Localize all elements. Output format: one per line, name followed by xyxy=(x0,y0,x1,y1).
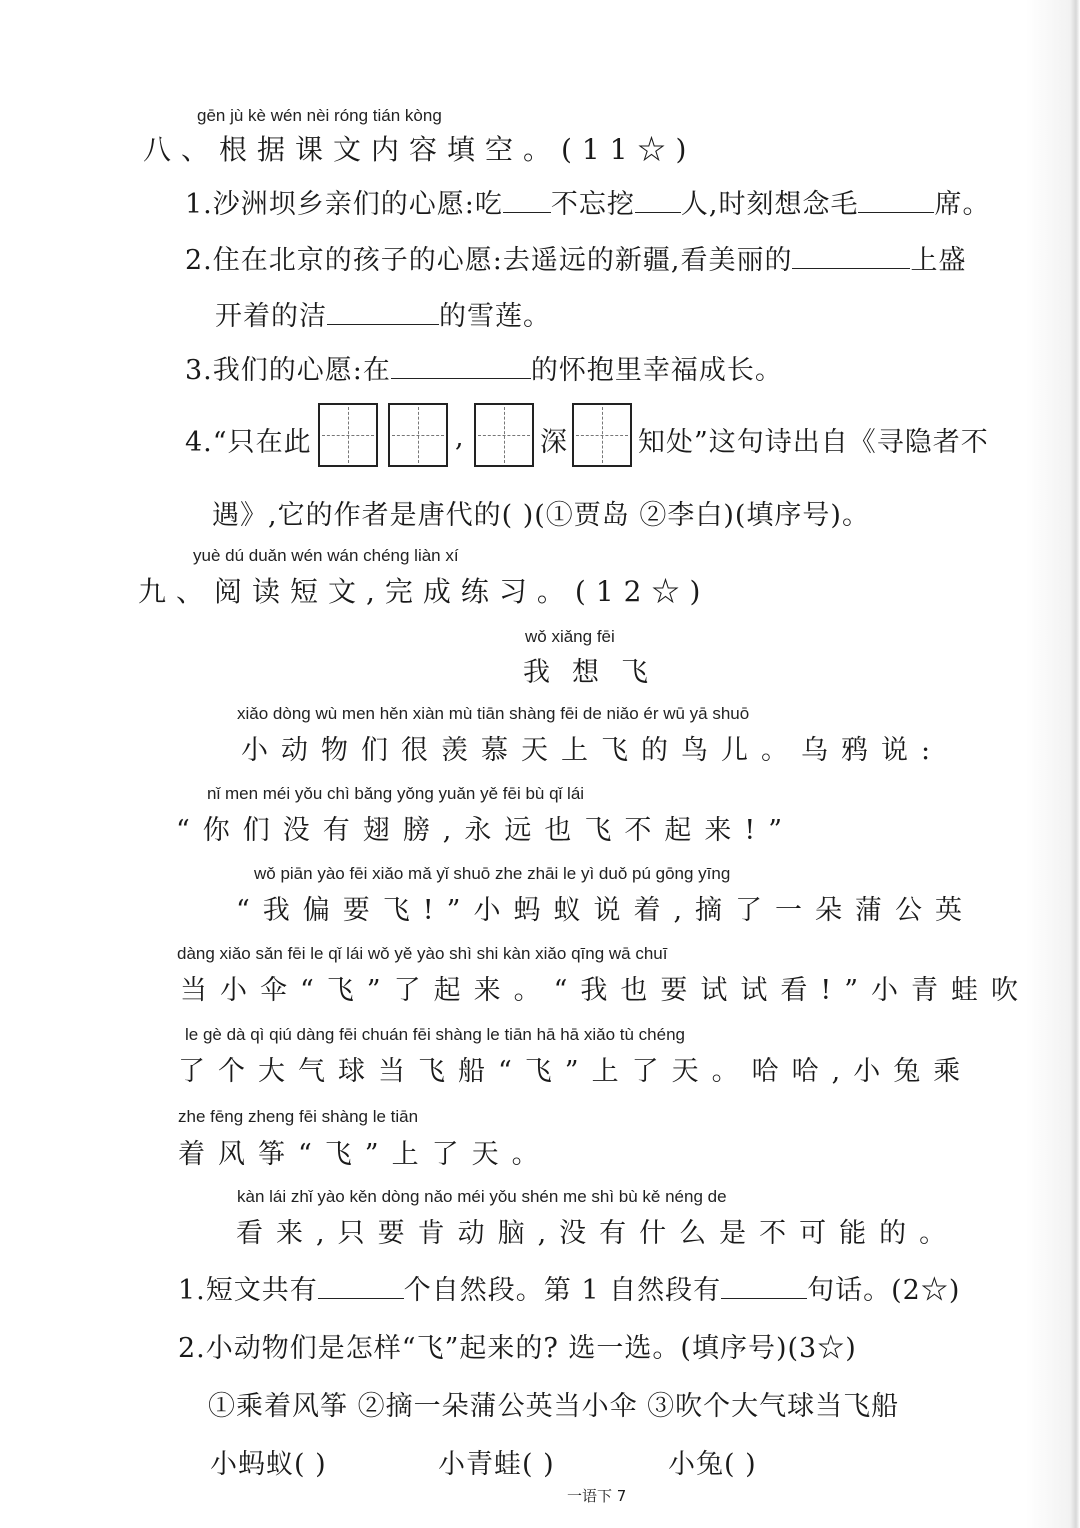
s8-question-3 xyxy=(185,348,783,387)
s8-q4-text-c: 知处”这句诗出自《寻隐者不 xyxy=(638,427,989,458)
story-title-pinyin: wǒ xiǎng fēi xyxy=(525,627,615,646)
s9-q1-text-a: 1.短文共有 xyxy=(178,1275,318,1306)
s8-question-1 xyxy=(185,182,990,221)
section8-pinyin: gēn jù kè wén nèi róng tián kòng xyxy=(197,106,442,125)
section9-title: 九、阅读短文,完成练习。(12☆) xyxy=(138,575,711,608)
s8-q4-text-d: 遇》,它的作者是唐代的( )(①贾岛 ②李白)(填序号)。 xyxy=(212,500,870,531)
s8-q1-text-a: 1.沙洲坝乡亲们的心愿:吃 xyxy=(185,189,503,220)
s9-question-1 xyxy=(178,1268,960,1307)
answer-blank[interactable] xyxy=(318,1276,404,1299)
story-text: “你们没有翅膀,永远也飞不起来!” xyxy=(176,815,796,846)
s8-q4-comma: , xyxy=(455,422,465,453)
answer-blank[interactable] xyxy=(858,190,934,213)
story-pinyin: dàng xiǎo sǎn fēi le qǐ lái wǒ yě yào shì shi kàn xiǎo qīng wā chuī xyxy=(177,944,668,963)
s8-q1-text-c: 人,时刻想念毛 xyxy=(680,189,859,220)
story-pinyin: zhe fēng zheng fēi shàng le tiān xyxy=(178,1107,419,1126)
section8-title: 八、根据课文内容填空。(11☆) xyxy=(143,133,697,166)
s9-q1-text-c: 句话。(2☆) xyxy=(807,1275,961,1306)
answer-blank[interactable] xyxy=(635,190,681,213)
s8-q2-text-c: 开着的洁 xyxy=(215,301,327,332)
answer-frog[interactable]: 小青蛙( ) xyxy=(438,1449,555,1480)
s8-question-2-line2 xyxy=(215,294,551,333)
s8-q4-text-b: 深 xyxy=(540,427,568,458)
scan-edge xyxy=(1026,0,1080,1528)
answer-rabbit[interactable]: 小兔( ) xyxy=(668,1449,757,1480)
s9-q1-text-b: 个自然段。第 1 自然段有 xyxy=(403,1275,722,1306)
s8-q1-text-d: 席。 xyxy=(934,189,991,220)
story-text: 小动物们很羡慕天上飞的鸟儿。乌鸦说: xyxy=(241,735,944,766)
writing-grid-box[interactable] xyxy=(572,403,632,467)
s8-q3-text-b: 的怀抱里幸福成长。 xyxy=(530,355,783,386)
answer-blank[interactable] xyxy=(503,190,551,213)
story-text: “我偏要飞!”小蚂蚁说着,摘了一朵蒲公英 xyxy=(236,895,976,926)
s9-options: ①乘着风筝 ②摘一朵蒲公英当小伞 ③吹个大气球当飞船 xyxy=(208,1391,900,1422)
story-pinyin: wǒ piān yào fēi xiǎo mǎ yǐ shuō zhe zhāi le yì duǒ pú gōng yīng xyxy=(254,864,731,883)
s8-q4-text-a: 4.“只在此 xyxy=(185,427,312,458)
story-pinyin: xiǎo dòng wù men hěn xiàn mù tiān shàng fēi de niǎo ér wū yā shuō xyxy=(237,704,750,723)
s9-question-2: 2.小动物们是怎样“飞”起来的? 选一选。(填序号)(3☆) xyxy=(178,1333,857,1364)
story-text: 看来,只要肯动脑,没有什么是不可能的。 xyxy=(236,1218,960,1249)
s8-q2-text-d: 的雪莲。 xyxy=(439,301,551,332)
answer-blank[interactable] xyxy=(792,246,910,269)
story-pinyin: kàn lái zhǐ yào kěn dòng nǎo méi yǒu shén me shì bù kě néng de xyxy=(237,1187,727,1206)
answer-blank[interactable] xyxy=(721,1276,807,1299)
s8-q3-text-a: 3.我们的心愿:在 xyxy=(185,355,391,386)
answer-blank[interactable] xyxy=(391,356,531,379)
answer-blank[interactable] xyxy=(327,302,439,325)
s8-question-2-line1 xyxy=(185,238,966,277)
writing-grid-box[interactable] xyxy=(474,403,534,467)
story-pinyin: nǐ men méi yǒu chì bǎng yǒng yuǎn yě fēi bù qǐ lái xyxy=(207,784,585,803)
writing-grid-box[interactable] xyxy=(388,403,448,467)
answer-ant[interactable]: 小蚂蚁( ) xyxy=(210,1449,327,1480)
s8-q2-text-a: 2.住在北京的孩子的心愿:去遥远的新疆,看美丽的 xyxy=(185,245,793,276)
story-text: 当小伞“飞”了起来。“我也要试试看!”小青蛙吹 xyxy=(180,975,1032,1006)
story-text: 着风筝“飞”上了天。 xyxy=(178,1139,552,1170)
story-text: 了个大气球当飞船“飞”上了天。哈哈,小兔乘 xyxy=(178,1056,974,1087)
section9-pinyin: yuè dú duǎn wén wán chéng liàn xí xyxy=(193,546,459,565)
story-pinyin: le gè dà qì qiú dàng fēi chuán fēi shàng le tiān hā hā xiǎo tù chéng xyxy=(185,1025,685,1044)
writing-grid-box[interactable] xyxy=(318,403,378,467)
s8-q2-text-b: 上盛 xyxy=(910,245,967,276)
page-footer: 一语下 7 xyxy=(567,1487,627,1505)
s8-q1-text-b: 不忘挖 xyxy=(550,189,635,220)
story-title: 我想飞 xyxy=(523,657,670,688)
